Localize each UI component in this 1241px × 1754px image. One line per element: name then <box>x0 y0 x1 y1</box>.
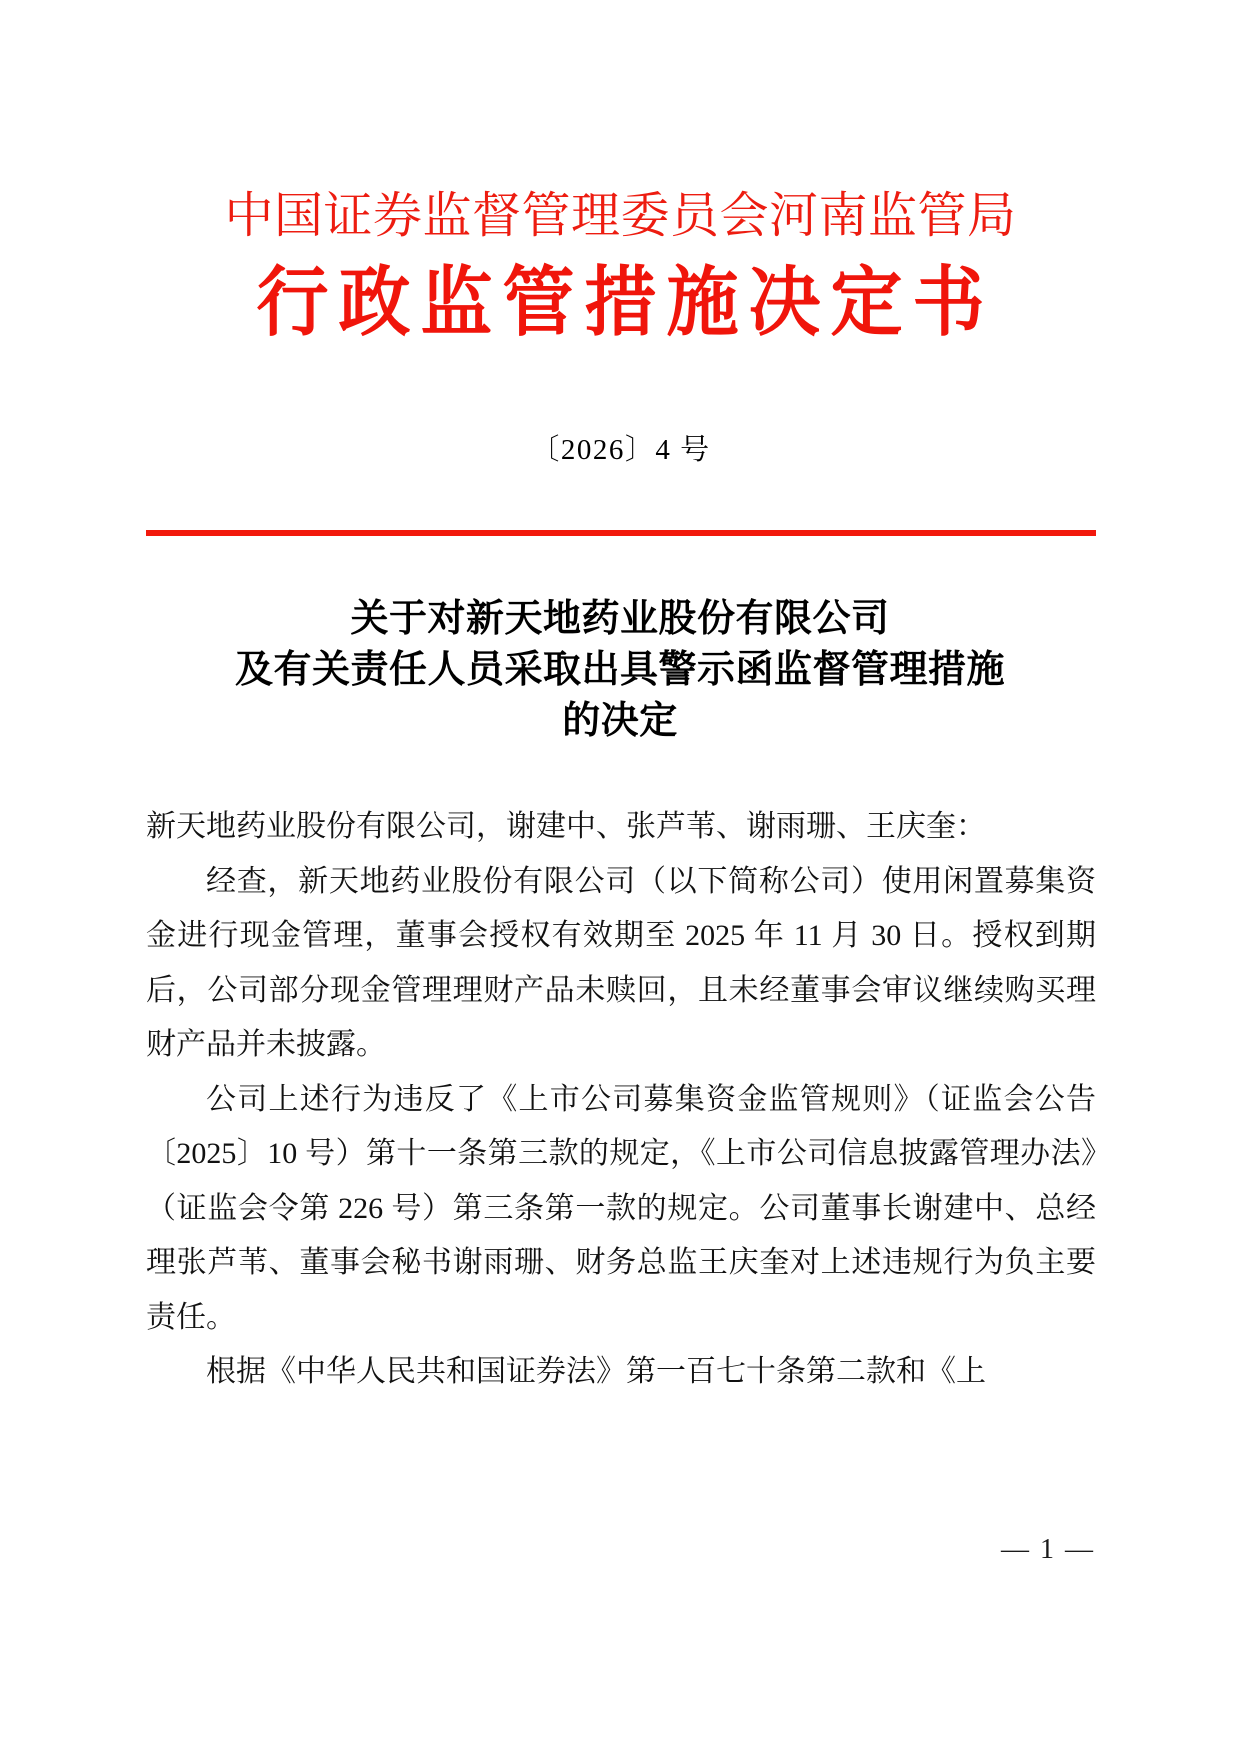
document-type-heading: 行政监管措施决定书 <box>256 260 995 346</box>
page-title-line-1: 关于对新天地药业股份有限公司 <box>350 598 890 640</box>
page-title-line-2: 及有关责任人员采取出具警示函监督管理措施 <box>234 649 1005 691</box>
body-text <box>146 800 1096 1400</box>
page-number-footer: — 1 — <box>1001 1534 1095 1565</box>
addressee-paragraph: 新天地药业股份有限公司，谢建中、张芦苇、谢雨珊、王庆奎： <box>146 810 986 843</box>
red-separator-rule <box>146 530 1096 536</box>
document-number: 〔2026〕4 号 <box>530 434 711 466</box>
body-paragraph-3: 根据《中华人民共和国证券法》第一百七十条第二款和《上 <box>206 1355 986 1388</box>
page-title <box>145 594 1095 747</box>
page-title-line-3: 的决定 <box>562 700 678 742</box>
masthead <box>0 186 1241 348</box>
issuing-authority: 中国证券监督管理委员会河南监管局 <box>224 188 1017 243</box>
body-paragraph-2: 公司上述行为违反了《上市公司募集资金监管规则》（证监会公告〔2025〕10 号）第十一条第三款的规定，《上市公司信息披露管理办法》（证监会令第 226 号）第三条第一款的规定。公司董事长谢建中、总经理张芦苇、董事会秘书谢雨珊、财务总监王庆奎对上述违规行为负主要责任。 <box>146 1082 1096 1334</box>
body-paragraph-1: 经查，新天地药业股份有限公司（以下简称公司）使用闲置募集资金进行现金管理，董事会授权有效期至 2025 年 11 月 30 日。授权到期后，公司部分现金管理理财产品未赎回，且未经董事会审议继续购买理财产品并未披露。 <box>146 864 1096 1061</box>
